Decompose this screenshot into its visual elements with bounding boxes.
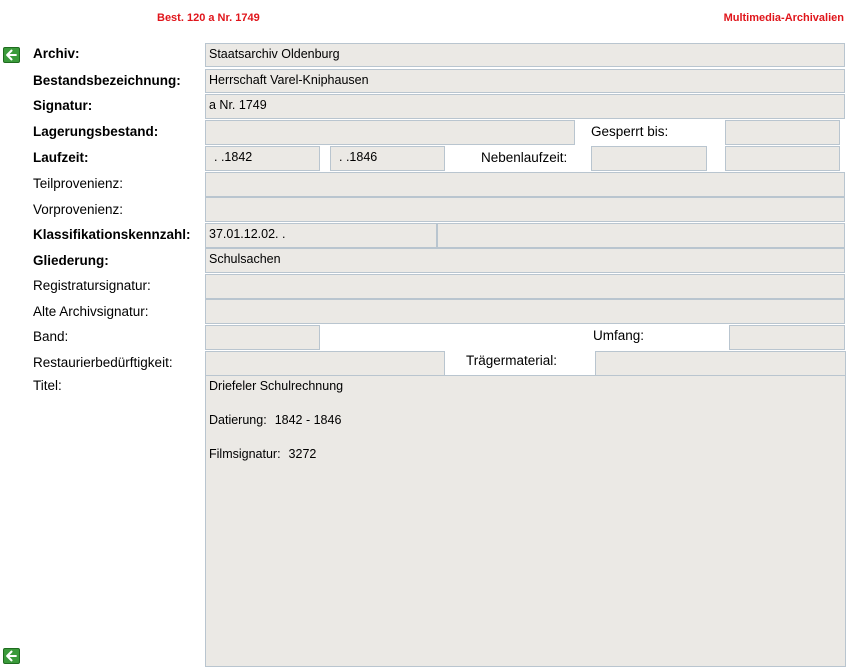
label-archiv: Archiv:: [33, 46, 80, 61]
datierung-line: [209, 413, 845, 427]
label-restaurierbeduerftigkeit: Restaurierbedürftigkeit:: [33, 355, 173, 370]
label-teilprovenienz: Teilprovenienz:: [33, 176, 124, 191]
registratursignatur-field[interactable]: [205, 274, 845, 299]
label-gliederung: Gliederung:: [33, 253, 109, 268]
label-gesperrt-bis: Gesperrt bis:: [591, 124, 669, 139]
label-registratursignatur: Registratursignatur:: [33, 278, 151, 293]
klassifikation-text-field[interactable]: [437, 223, 845, 248]
filmsignatur-value: 3272: [288, 447, 317, 461]
restaurierbeduerftigkeit-field[interactable]: [205, 351, 445, 376]
label-nebenlaufzeit: Nebenlaufzeit:: [481, 150, 568, 165]
label-traegermaterial: Trägermaterial:: [466, 353, 558, 368]
label-band: Band:: [33, 329, 69, 344]
back-button-bottom[interactable]: [3, 648, 20, 664]
vorprovenienz-field[interactable]: [205, 197, 845, 222]
record-reference: Best. 120 a Nr. 1749: [157, 12, 260, 24]
umfang-field[interactable]: [729, 325, 845, 350]
label-umfang: Umfang:: [593, 328, 645, 343]
datierung-label: Datierung:: [209, 413, 267, 427]
titel-text: Driefeler Schulrechnung: [209, 379, 344, 393]
label-bestandsbezeichnung: Bestandsbezeichnung:: [33, 73, 181, 88]
gliederung-field[interactable]: Schulsachen: [205, 248, 845, 273]
filmsignatur-label: Filmsignatur:: [209, 447, 281, 461]
filmsignatur-line: [209, 447, 845, 461]
nebenlaufzeit-extra-field[interactable]: [725, 146, 840, 171]
label-klassifikationskennzahl: Klassifikationskennzahl:: [33, 227, 191, 242]
label-titel: Titel:: [33, 378, 62, 393]
label-lagerungsbestand: Lagerungsbestand:: [33, 124, 159, 139]
gesperrt-bis-field[interactable]: [725, 120, 840, 145]
lagerungsbestand-field[interactable]: [205, 120, 575, 145]
laufzeit-bis-field[interactable]: . .1846: [330, 146, 445, 171]
label-signatur: Signatur:: [33, 98, 93, 113]
label-vorprovenienz: Vorprovenienz:: [33, 202, 124, 217]
signatur-field[interactable]: a Nr. 1749: [205, 94, 845, 119]
alte-archivsignatur-field[interactable]: [205, 299, 845, 324]
teilprovenienz-field[interactable]: [205, 172, 845, 197]
section-title: Multimedia-Archivalien: [723, 12, 844, 24]
laufzeit-von-field[interactable]: . .1842: [205, 146, 320, 171]
label-alte-archivsignatur: Alte Archivsignatur:: [33, 304, 149, 319]
arrow-left-icon: [4, 48, 19, 62]
klassifikationskennzahl-field[interactable]: 37.01.12.02. .: [205, 223, 437, 248]
nebenlaufzeit-field[interactable]: [591, 146, 707, 171]
band-field[interactable]: [205, 325, 320, 350]
label-laufzeit: Laufzeit:: [33, 150, 89, 165]
datierung-value: 1842 - 1846: [274, 413, 342, 427]
back-button-top[interactable]: [3, 47, 20, 63]
arrow-left-icon: [4, 649, 19, 663]
traegermaterial-field[interactable]: [595, 351, 846, 376]
bestandsbezeichnung-field[interactable]: Herrschaft Varel-Kniphausen: [205, 69, 845, 93]
titel-textarea[interactable]: [205, 375, 846, 667]
archiv-field[interactable]: Staatsarchiv Oldenburg: [205, 43, 845, 67]
